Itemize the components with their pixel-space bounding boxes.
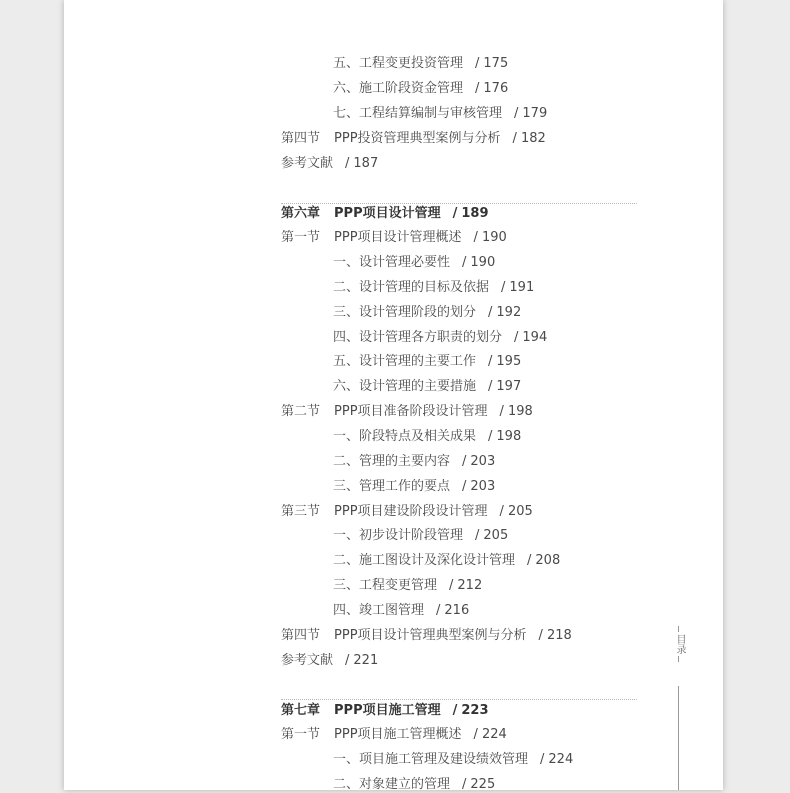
toc-title: 四、设计管理各方职责的划分 — [333, 330, 503, 345]
side-tab-text: 目录 — [674, 634, 685, 654]
toc-page-number: 216 — [444, 603, 470, 618]
toc-title: 六、施工阶段资金管理 — [333, 81, 464, 96]
toc-number: 第四节 — [281, 131, 321, 146]
toc-separator: / — [527, 553, 532, 568]
toc-separator: / — [499, 504, 504, 519]
toc-separator: / — [452, 206, 458, 221]
toc-title: 二、对象建立的管理 — [333, 777, 451, 792]
toc-separator: / — [512, 131, 517, 146]
toc-item — [333, 454, 495, 470]
toc-separator: / — [501, 280, 506, 295]
toc-page-number: 194 — [522, 330, 548, 345]
toc-title: 五、工程变更投资管理 — [333, 56, 464, 71]
toc-separator: / — [462, 454, 467, 469]
toc-title: PPP投资管理典型案例与分析 — [334, 131, 501, 146]
toc-section — [281, 504, 533, 520]
side-tab-tick — [678, 626, 685, 632]
toc-number: 第一节 — [281, 727, 321, 742]
toc-item — [333, 553, 560, 569]
toc-separator: / — [475, 528, 480, 543]
side-tab-tick — [678, 656, 685, 662]
toc-separator: / — [488, 354, 493, 369]
toc-page-number: 198 — [496, 429, 522, 444]
toc-page-number: 191 — [509, 280, 535, 295]
toc-page-number: 175 — [483, 56, 509, 71]
toc-page-number: 223 — [461, 703, 489, 718]
toc-number: 第二节 — [281, 404, 321, 419]
toc-separator: / — [462, 479, 467, 494]
toc-separator: / — [473, 727, 478, 742]
toc-chapter — [281, 703, 489, 719]
toc-item — [333, 56, 508, 72]
toc-page-number: 182 — [520, 131, 546, 146]
toc-chapter — [281, 206, 489, 222]
toc-number: 第三节 — [281, 504, 321, 519]
toc-page-number: 208 — [535, 553, 561, 568]
toc-number: 第四节 — [281, 628, 321, 643]
toc-page-number: 179 — [522, 106, 548, 121]
toc-title: 一、设计管理必要性 — [333, 255, 451, 270]
toc-separator: / — [449, 578, 454, 593]
toc-section — [281, 653, 378, 669]
toc-page-number: 221 — [353, 653, 379, 668]
toc-title: 三、工程变更管理 — [333, 578, 438, 593]
toc-title: 五、设计管理的主要工作 — [333, 354, 477, 369]
toc-title: 六、设计管理的主要措施 — [333, 379, 477, 394]
toc-section — [281, 230, 507, 246]
toc-page-number: 203 — [470, 454, 496, 469]
toc-item — [333, 603, 469, 619]
toc-page-number: 225 — [470, 777, 496, 792]
toc-separator: / — [462, 777, 467, 792]
toc-separator: / — [475, 81, 480, 96]
toc-number: 参考文献 — [281, 653, 334, 668]
toc-separator: / — [436, 603, 441, 618]
toc-title: 一、初步设计阶段管理 — [333, 528, 464, 543]
toc-page-number: 189 — [461, 206, 489, 221]
toc-title: 一、项目施工管理及建设绩效管理 — [333, 752, 529, 767]
table-of-contents — [64, 0, 723, 790]
side-rule — [678, 686, 679, 790]
toc-section — [281, 404, 533, 420]
toc-title: PPP项目设计管理典型案例与分析 — [334, 628, 527, 643]
toc-separator: / — [488, 305, 493, 320]
toc-item — [333, 106, 547, 122]
toc-item — [333, 578, 482, 594]
toc-title: PPP项目准备阶段设计管理 — [334, 404, 488, 419]
toc-item — [333, 429, 521, 445]
toc-title: 二、设计管理的目标及依据 — [333, 280, 490, 295]
toc-item — [333, 479, 495, 495]
toc-item — [333, 528, 508, 544]
toc-page-number: 187 — [353, 156, 379, 171]
toc-separator: / — [540, 752, 545, 767]
toc-item — [333, 305, 521, 321]
side-tab-label — [673, 626, 685, 662]
toc-title: 二、施工图设计及深化设计管理 — [333, 553, 516, 568]
toc-page-number: 198 — [507, 404, 533, 419]
toc-separator: / — [462, 255, 467, 270]
toc-title: PPP项目施工管理 — [334, 703, 441, 718]
toc-title: 三、设计管理阶段的划分 — [333, 305, 477, 320]
toc-page-number: 197 — [496, 379, 522, 394]
toc-page-number: 190 — [470, 255, 496, 270]
toc-number: 参考文献 — [281, 156, 334, 171]
toc-number: 第一节 — [281, 230, 321, 245]
toc-page-number: 205 — [507, 504, 533, 519]
toc-page-number: 195 — [496, 354, 522, 369]
toc-section — [281, 628, 572, 644]
toc-separator: / — [488, 379, 493, 394]
toc-title: 七、工程结算编制与审核管理 — [333, 106, 503, 121]
toc-title: 一、阶段特点及相关成果 — [333, 429, 477, 444]
toc-title: PPP项目施工管理概述 — [334, 727, 462, 742]
toc-separator: / — [473, 230, 478, 245]
book-page — [64, 0, 723, 790]
toc-page-number: 205 — [483, 528, 509, 543]
toc-number: 第六章 — [281, 206, 321, 221]
toc-separator: / — [452, 703, 458, 718]
toc-separator: / — [514, 330, 519, 345]
toc-item — [333, 255, 495, 271]
toc-item — [333, 379, 521, 395]
toc-page-number: 224 — [481, 727, 507, 742]
toc-page-number: 190 — [481, 230, 507, 245]
toc-title: PPP项目建设阶段设计管理 — [334, 504, 488, 519]
toc-section — [281, 156, 378, 172]
toc-title: 四、竣工图管理 — [333, 603, 425, 618]
toc-section — [281, 131, 546, 147]
toc-item — [333, 752, 573, 768]
toc-item — [333, 354, 521, 370]
toc-separator: / — [475, 56, 480, 71]
toc-page-number: 203 — [470, 479, 496, 494]
toc-separator: / — [514, 106, 519, 121]
toc-section — [281, 727, 507, 743]
toc-separator: / — [499, 404, 504, 419]
toc-separator: / — [538, 628, 543, 643]
toc-title: 二、管理的主要内容 — [333, 454, 451, 469]
toc-number: 第七章 — [281, 703, 321, 718]
toc-separator: / — [345, 156, 350, 171]
toc-title: 三、管理工作的要点 — [333, 479, 451, 494]
chapter-divider — [281, 699, 637, 700]
toc-item — [333, 777, 495, 793]
toc-page-number: 176 — [483, 81, 509, 96]
toc-title: PPP项目设计管理概述 — [334, 230, 462, 245]
toc-page-number: 224 — [548, 752, 574, 767]
toc-page-number: 192 — [496, 305, 522, 320]
toc-item — [333, 81, 508, 97]
chapter-divider — [281, 203, 637, 204]
toc-item — [333, 330, 547, 346]
toc-separator: / — [488, 429, 493, 444]
toc-title: PPP项目设计管理 — [334, 206, 441, 221]
toc-separator: / — [345, 653, 350, 668]
toc-item — [333, 280, 534, 296]
toc-page-number: 218 — [546, 628, 572, 643]
toc-page-number: 212 — [457, 578, 483, 593]
